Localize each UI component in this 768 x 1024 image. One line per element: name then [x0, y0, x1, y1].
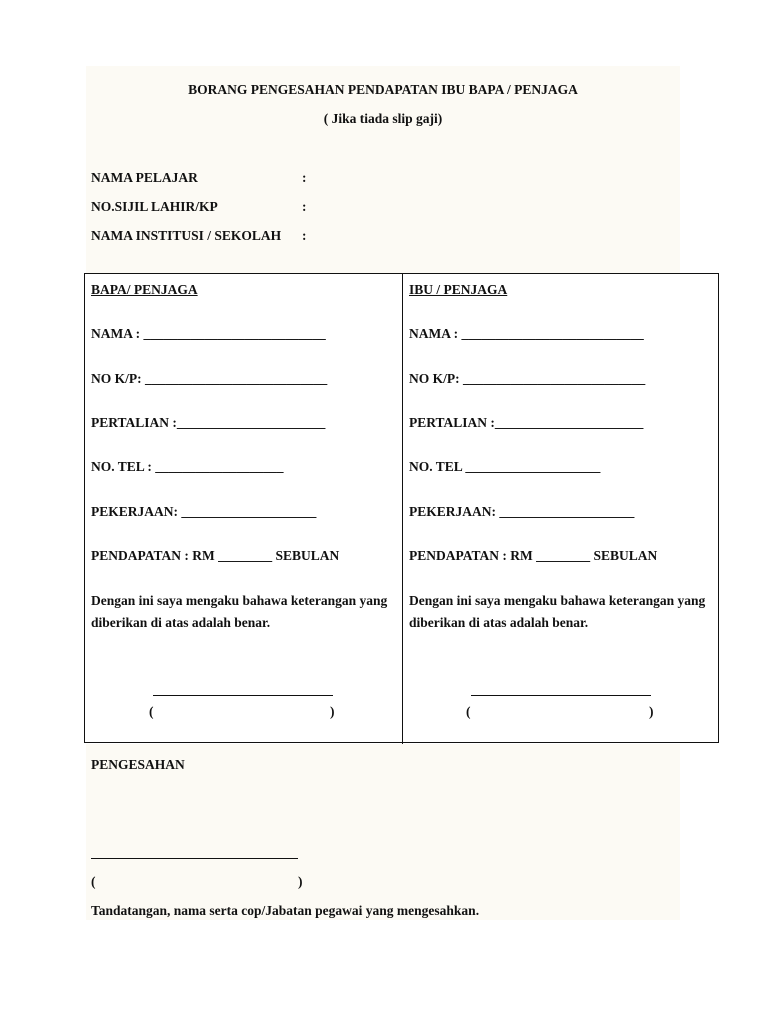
father-name-paren-close: ) — [330, 704, 335, 719]
institution-label: NAMA INSTITUSI / SEKOLAH — [91, 228, 282, 243]
parents-table-divider — [402, 273, 403, 744]
form-title: BORANG PENGESAHAN PENDAPATAN IBU BAPA / PENJAGA — [188, 82, 578, 97]
father-signature-line — [153, 695, 333, 696]
mother-signature-line — [471, 695, 651, 696]
endorsement-paren-open: ( — [91, 874, 96, 889]
father-declaration-line2: diberikan di atas adalah benar. — [91, 615, 271, 630]
father-declaration-line1: Dengan ini saya mengaku bahawa keterangan yang — [91, 593, 388, 608]
mother-relation-field: PERTALIAN :______________________ — [409, 415, 644, 430]
mother-declaration-line2: diberikan di atas adalah benar. — [409, 615, 589, 630]
father-ic-field: NO K/P: ___________________________ — [91, 371, 328, 386]
mother-name-field: NAMA : ___________________________ — [409, 326, 644, 341]
father-relation-field: PERTALIAN :______________________ — [91, 415, 326, 430]
student-name-label: NAMA PELAJAR — [91, 170, 198, 185]
father-income-field: PENDAPATAN : RM ________ SEBULAN — [91, 548, 340, 563]
father-name-paren-open: ( — [149, 704, 154, 719]
father-name-field: NAMA : ___________________________ — [91, 326, 326, 341]
father-heading: BAPA/ PENJAGA — [91, 282, 198, 297]
father-occupation-field: PEKERJAAN: ____________________ — [91, 504, 317, 519]
father-phone-field: NO. TEL : ___________________ — [91, 459, 284, 474]
endorsement-heading: PENGESAHAN — [91, 757, 185, 772]
mother-name-paren-close: ) — [649, 704, 654, 719]
mother-declaration-line1: Dengan ini saya mengaku bahawa keterangan yang — [409, 593, 706, 608]
birth-cert-label: NO.SIJIL LAHIR/KP — [91, 199, 218, 214]
mother-heading: IBU / PENJAGA — [409, 282, 508, 297]
mother-ic-field: NO K/P: ___________________________ — [409, 371, 646, 386]
mother-name-paren-open: ( — [466, 704, 471, 719]
mother-income-field: PENDAPATAN : RM ________ SEBULAN — [409, 548, 658, 563]
endorsement-footer-note: Tandatangan, nama serta cop/Jabatan pegawai yang mengesahkan. — [91, 903, 480, 918]
birth-cert-colon: : — [302, 199, 307, 214]
mother-phone-field: NO. TEL ____________________ — [409, 459, 601, 474]
endorsement-paren-close: ) — [298, 874, 303, 889]
endorsement-signature-line — [91, 858, 298, 859]
institution-colon: : — [302, 228, 307, 243]
form-subtitle: ( Jika tiada slip gaji) — [323, 111, 443, 126]
student-name-colon: : — [302, 170, 307, 185]
mother-occupation-field: PEKERJAAN: ____________________ — [409, 504, 635, 519]
